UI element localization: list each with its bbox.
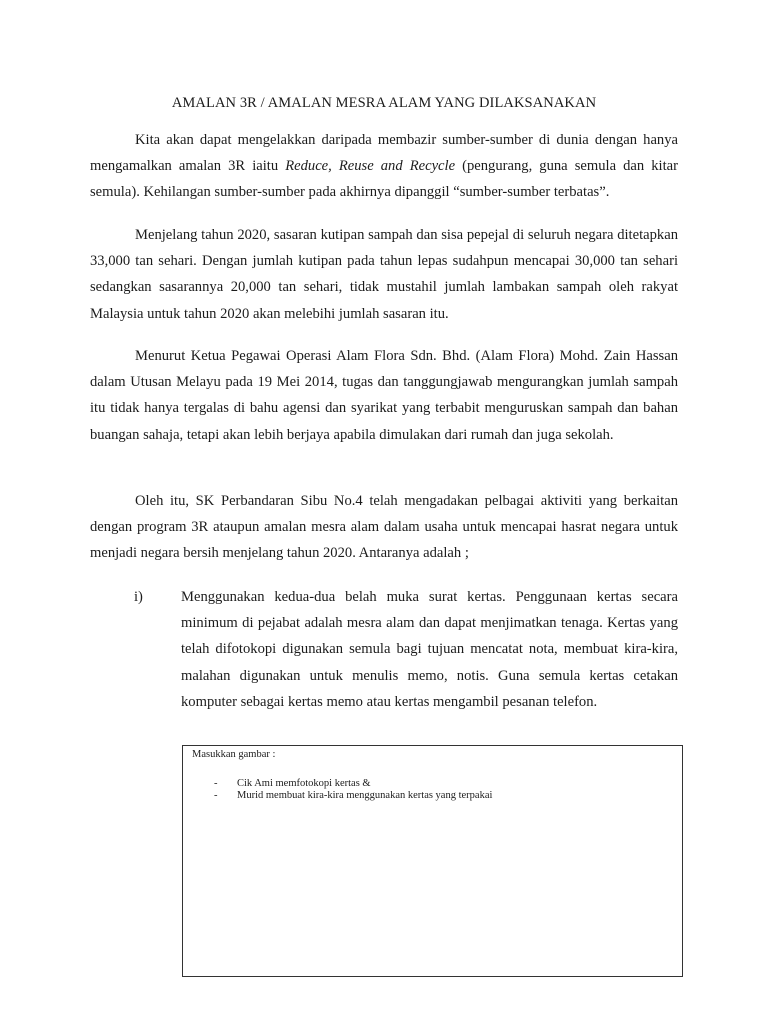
- image-box-bullet-text: Murid membuat kira-kira menggunakan kertas yang terpakai: [237, 790, 493, 801]
- image-placeholder-box: [182, 745, 683, 977]
- paragraph-3: Menurut Ketua Pegawai Operasi Alam Flora Sdn. Bhd. (Alam Flora) Mohd. Zain Hassan dalam Utusan Melayu pada 19 Mei 2014, tugas dan tanggungjawab mengurangkan jumlah sampah itu tidak hanya tergalas di bahu agensi dan syarikat yang terbabit menguruskan sampah dan bahan buangan sahaja, tetapi akan lebih berjaya apabila dimulakan dari rumah dan juga sekolah.: [90, 348, 678, 443]
- paragraph-1-italic-phrase: Reduce, Reuse and Recycle: [285, 158, 456, 175]
- image-box-bullet: [214, 790, 492, 802]
- paragraph-1-text-end: (pengurang, guna semula dan kitar semula). Kehilangan sumber-sumber pada akhirnya dipanggil “sumber-sumber terbatas”.: [90, 158, 678, 201]
- bullet-dash: -: [214, 778, 218, 789]
- bullet-dash: -: [214, 790, 218, 801]
- image-box-label: Masukkan gambar :: [192, 749, 276, 760]
- image-box-bullet-list: [214, 778, 492, 802]
- paragraph-1: [90, 127, 678, 206]
- list-marker: i): [134, 589, 143, 605]
- image-box-bullet: [214, 778, 492, 790]
- document-title: AMALAN 3R / AMALAN MESRA ALAM YANG DILAKSANAKAN: [171, 95, 597, 111]
- paragraph-1-text-start: Kita akan dapat mengelakkan daripada membazir sumber-sumber di dunia dengan hanya mengamalkan amalan 3R iaitu: [90, 132, 678, 175]
- paragraph-4: Oleh itu, SK Perbandaran Sibu No.4 telah mengadakan pelbagai aktiviti yang berkaitan dengan program 3R ataupun amalan mesra alam dalam usaha untuk mencapai hasrat negara untuk menjadi negara bersih menjelang tahun 2020. Antaranya adalah ;: [90, 493, 678, 562]
- paragraph-2: Menjelang tahun 2020, sasaran kutipan sampah dan sisa pepejal di seluruh negara ditetapkan 33,000 tan sehari. Dengan jumlah kutipan pada tahun lepas sudahpun mencapai 30,000 tan sehari sedangkan sasarannya 20,000 tan sehari, tidak mustahil jumlah lambakan sampah oleh rakyat Malaysia untuk tahun 2020 akan melebihi jumlah sasaran itu.: [90, 227, 678, 322]
- image-box-bullet-text: Cik Ami memfotokopi kertas &: [237, 778, 371, 789]
- list-item-text: Menggunakan kedua-dua belah muka surat kertas. Penggunaan kertas secara minimum di pejabat adalah mesra alam dan dapat menjimatkan tenaga. Kertas yang telah difotokopi digunakan semula bagi tujuan mencatat nota, membuat kira-kira, malahan digunakan untuk menulis memo, notis. Guna semula kertas cetakan komputer sebagai kertas memo atau kertas mengambil pesanan telefon.: [181, 589, 678, 710]
